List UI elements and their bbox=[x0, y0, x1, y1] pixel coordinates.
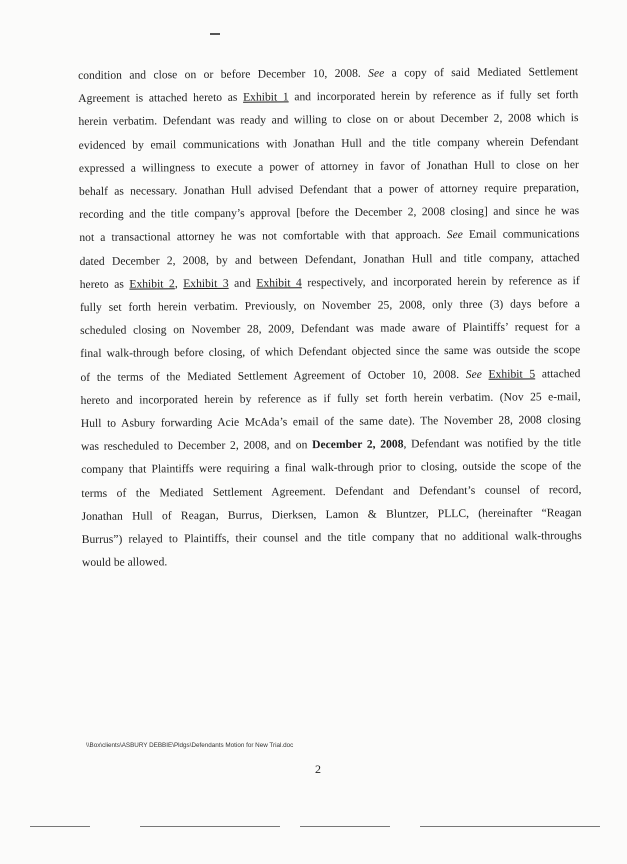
exhibit-reference: Exhibit 5 bbox=[488, 367, 536, 381]
text-line bbox=[80, 339, 580, 366]
exhibit-reference: Exhibit 4 bbox=[256, 276, 302, 290]
text-run: condition and close on or before December 10, 2008. bbox=[78, 66, 369, 82]
text-line bbox=[81, 455, 581, 482]
text-run: evidenced by email communications with Jonathan Hull and the title company wherein Defendant bbox=[78, 134, 579, 152]
text-line bbox=[78, 106, 578, 133]
scan-edge-line bbox=[420, 826, 600, 827]
text-run: recording and the title company’s approval [before the December 2, 2008 closing] and since he was bbox=[79, 204, 580, 222]
footer-file-path: \\Box\clients\ASBURY DEBBIE\Pldgs\Defendants Motion for New Trial.doc bbox=[86, 742, 294, 749]
exhibit-reference: Exhibit 3 bbox=[183, 276, 229, 291]
text-run: hereto as bbox=[79, 277, 130, 291]
text-run: of the terms of the Mediated Settlement Agreement of October 10, 2008. bbox=[80, 367, 466, 384]
text-run: dated December 2, 2008, by and between Defendant, Jonathan Hull and title company, attached bbox=[79, 250, 580, 268]
text-run: would be allowed. bbox=[81, 555, 168, 570]
text-line bbox=[79, 222, 579, 249]
text-run: Hull to Asbury forwarding Acie McAda’s email of the same date). The November 28, 2008 closing bbox=[80, 413, 581, 431]
text-run: expressed a willingness to execute a power of attorney in favor of Jonathan Hull to close on her bbox=[78, 157, 579, 175]
text-run: Email communications bbox=[462, 227, 580, 242]
text-run: , bbox=[174, 277, 184, 291]
text-run: a copy of said Mediated Settlement bbox=[384, 65, 579, 80]
scan-edge-line bbox=[30, 826, 90, 827]
page-number: 2 bbox=[315, 762, 321, 776]
text-run: and incorporated herein by reference as if fully set forth bbox=[288, 88, 579, 104]
citation-signal: See bbox=[465, 367, 482, 381]
scan-mark bbox=[210, 33, 220, 35]
text-run: respectively, and incorporated herein by reference as if bbox=[301, 273, 580, 290]
text-run: scheduled closing on November 28, 2009, Defendant was made aware of Plaintiffs’ request for a bbox=[80, 320, 581, 338]
text-run: terms of the Mediated Settlement Agreement. Defendant and Defendant’s counsel of record, bbox=[81, 482, 582, 500]
text-line bbox=[82, 547, 582, 574]
text-run: Jonathan Hull of Reagan, Burrus, Dierksen, Lamon & Bluntzer, PLLC, (hereinafter “Reagan bbox=[81, 505, 582, 523]
exhibit-reference: Exhibit 2 bbox=[129, 277, 175, 291]
text-run: company that Plaintiffs were requiring a final walk-through prior to closing, outside the scope of the bbox=[81, 459, 582, 477]
exhibit-reference: Exhibit 1 bbox=[242, 90, 289, 104]
text-run: was rescheduled to December 2, 2008, and on bbox=[80, 438, 313, 454]
citation-signal: See bbox=[368, 66, 385, 80]
text-run: Burrus”) relayed to Plaintiffs, their counsel and the title company that no additional walk-throughs bbox=[81, 529, 582, 547]
text-run: hereto and incorporated herein by reference as if fully set forth herein verbatim. (Nov 25 e-mail, bbox=[80, 389, 581, 407]
scan-edge-line bbox=[300, 826, 390, 827]
text-run: , Defendant was notified by the title bbox=[403, 436, 582, 451]
text-run: herein verbatim. Defendant was ready and willing to close on or about December 2, 2008 which is bbox=[78, 111, 579, 129]
body-paragraph bbox=[78, 60, 582, 574]
text-run: not a transactional attorney he was not comfortable with that approach. bbox=[79, 228, 447, 245]
text-run: Agreement is attached hereto as bbox=[78, 90, 244, 106]
emphasized-date: December 2, 2008 bbox=[312, 437, 404, 452]
scan-edge-line bbox=[140, 826, 280, 827]
text-run: behalf as necessary. Jonathan Hull advised Defendant that a power of attorney require preparation, bbox=[78, 181, 580, 199]
text-run: attached bbox=[535, 366, 581, 381]
text-line bbox=[82, 524, 582, 551]
text-run: fully set forth herein verbatim. Previously, on November 25, 2008, only three (3) days before a bbox=[79, 297, 580, 315]
text-run: final walk-through before closing, of which Defendant objected since the same was outside the scope bbox=[80, 343, 581, 361]
text-run: and bbox=[228, 276, 257, 290]
citation-signal: See bbox=[446, 228, 463, 242]
